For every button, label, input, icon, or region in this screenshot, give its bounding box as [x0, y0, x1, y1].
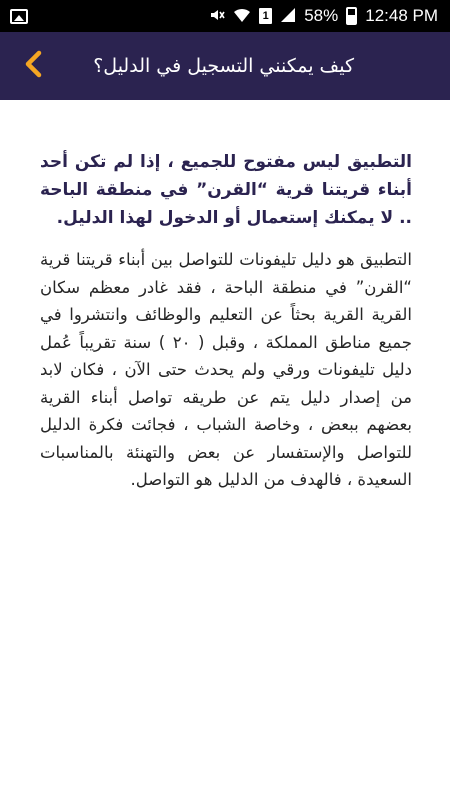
chevron-left-icon [22, 49, 46, 83]
status-time: 12:48 PM [365, 6, 438, 25]
back-button[interactable] [14, 46, 54, 86]
article-content [40, 148, 412, 494]
wifi-icon [233, 7, 251, 26]
battery-fill [348, 15, 355, 23]
body-paragraph: التطبيق هو دليل تليفونات للتواصل بين أبناء قريتنا قرية “القرن” في منطقة الباحة ، فقد غادر معظم سكان القرية القرية بحثاً عن التعليم والوظائف وانتشروا في جميع مناطق المملكة ، وقبل ( ٢٠ ) سنة تقريباً عُمل دليل تليفونات ورقي ولم يحدث حتى الآن ، فكان لابد من إصدار دليل يتم عن طريقه تواصل أبناء القرية بعضهم ببعض ، وخاصة الشباب ، فجائت فكرة الدليل للتواصل والإستفسار عن بعض والتهنئة بالمناسبات السعيدة ، فالهدف من الدليل هو التواصل. [40, 250, 412, 489]
status-bar [0, 0, 450, 32]
battery-icon [346, 7, 357, 25]
app-bar [0, 32, 450, 100]
battery-percent: 58% [304, 6, 339, 25]
signal-icon [280, 7, 296, 26]
status-left [10, 9, 28, 24]
page-title: كيف يمكنني التسجيل في الدليل؟ [93, 55, 354, 77]
mute-icon [209, 7, 225, 26]
status-right [209, 6, 438, 26]
sim-icon: 1 [259, 8, 272, 24]
intro-notice: التطبيق ليس مفتوح للجميع ، إذا لم تكن أحد أبناء قريتنا قرية “القرن” في منطقة الباحة .. لا يمكنك إستعمال أو الدخول لهذا الدليل. [40, 152, 412, 228]
gallery-icon [10, 9, 28, 24]
